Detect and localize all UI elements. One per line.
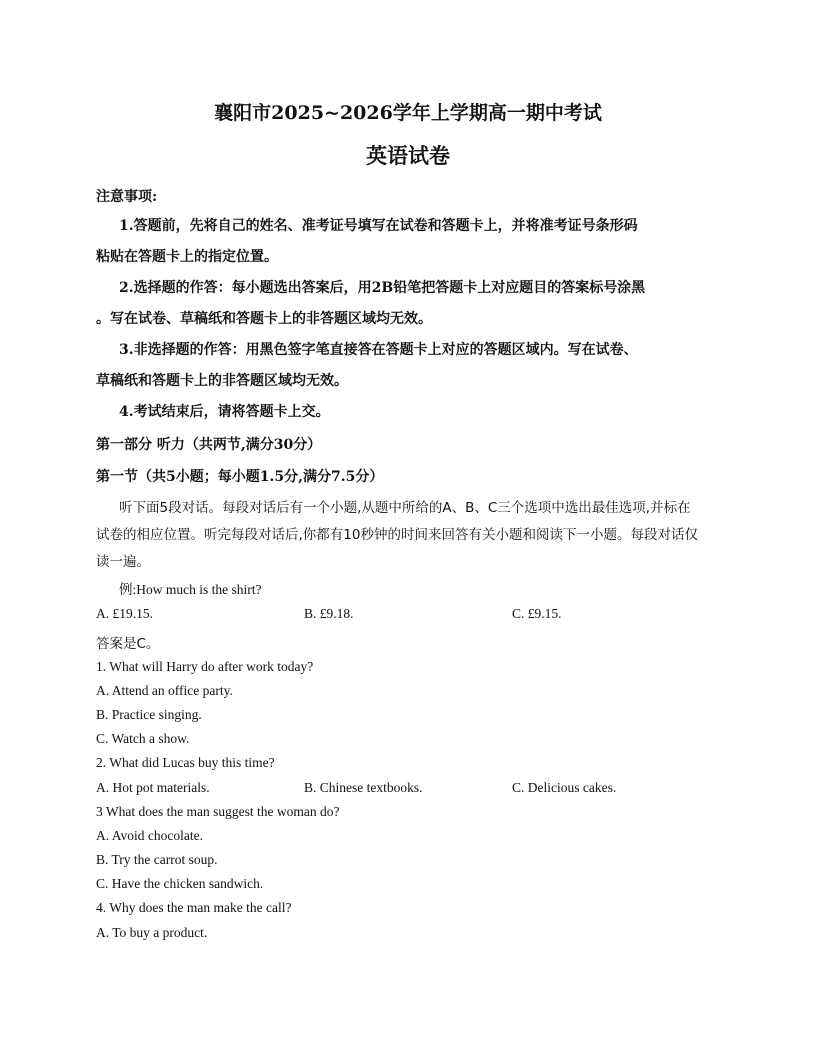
question-3-option-b: B. Try the carrot soup.: [96, 852, 218, 867]
notes-heading: 注意事项:: [96, 189, 158, 205]
question-2-option-a: A. Hot pot materials.: [96, 780, 210, 795]
section1-heading: 第一节（共5小题；每小题1.5分,满分7.5分）: [96, 469, 384, 485]
question-2-option-b: B. Chinese textbooks.: [304, 780, 423, 795]
example-option-c: C. £9.15.: [512, 606, 562, 621]
instructions-line-2: 试卷的相应位置。听完每段对话后,你都有10秒钟的时间来回答有关小题和阅读下一小题。每段对话仅: [96, 527, 698, 543]
note-2-line-2: 。写在试卷、草稿纸和答题卡上的非答题区域均无效。: [96, 311, 432, 327]
question-2: 2. What did Lucas buy this time?: [96, 755, 275, 770]
question-4: 4. Why does the man make the call?: [96, 900, 292, 915]
question-3-option-c: C. Have the chicken sandwich.: [96, 876, 264, 891]
example-answer: 答案是C。: [96, 636, 160, 652]
question-4-option-a: A. To buy a product.: [96, 925, 208, 940]
exam-title: 襄阳市2025~2026学年上学期高一期中考试: [214, 102, 602, 124]
question-1-option-c: C. Watch a show.: [96, 731, 190, 746]
question-2-option-c: C. Delicious cakes.: [512, 780, 617, 795]
part1-heading: 第一部分 听力（共两节,满分30分）: [96, 437, 322, 453]
note-1-line-2: 粘贴在答题卡上的指定位置。: [96, 249, 278, 265]
question-3: 3 What does the man suggest the woman do?: [96, 804, 340, 819]
question-1-option-b: B. Practice singing.: [96, 707, 202, 722]
example-question: 例:How much is the shirt?: [119, 582, 262, 597]
question-1-option-a: A. Attend an office party.: [96, 683, 233, 698]
example-option-a: A. £19.15.: [96, 606, 153, 621]
instructions-line-3: 读一遍。: [96, 554, 150, 570]
subject-title: 英语试卷: [366, 143, 450, 168]
note-4: 4.考试结束后，请将答题卡上交。: [119, 404, 330, 420]
question-3-option-a: A. Avoid chocolate.: [96, 828, 203, 843]
note-3-line-2: 草稿纸和答题卡上的非答题区域均无效。: [96, 373, 348, 389]
instructions-line-1: 听下面5段对话。每段对话后有一个小题,从题中所给的A、B、C三个选项中选出最佳选项,并标在: [119, 500, 691, 516]
note-2-line-1: 2.选择题的作答：每小题选出答案后，用2B铅笔把答题卡上对应题目的答案标号涂黑: [119, 280, 646, 296]
example-option-b: B. £9.18.: [304, 606, 354, 621]
note-1-line-1: 1.答题前，先将自己的姓名、准考证号填写在试卷和答题卡上，并将准考证号条形码: [119, 218, 638, 234]
note-3-line-1: 3.非选择题的作答：用黑色签字笔直接答在答题卡上对应的答题区域内。写在试卷、: [119, 342, 638, 358]
question-1: 1. What will Harry do after work today?: [96, 659, 314, 674]
